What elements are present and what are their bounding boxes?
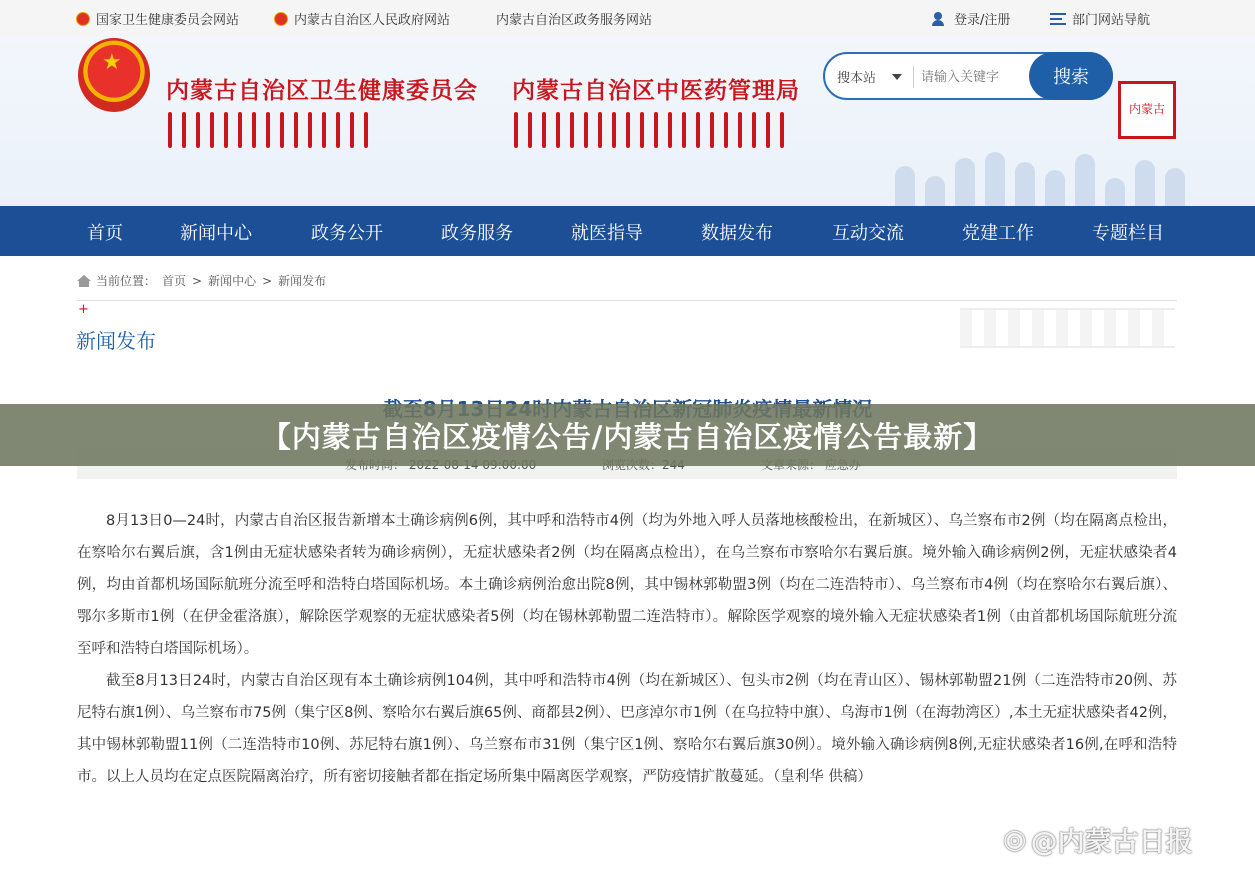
national-emblem-logo [78,38,150,112]
main-nav [0,206,1255,256]
mongolian-script-title-1 [168,112,368,152]
plus-icon: + [78,302,89,317]
weibo-icon: ◎ [1003,824,1027,855]
breadcrumb-news[interactable]: 新闻中心 [208,274,257,288]
emblem-icon [274,12,288,26]
menu-icon [1050,13,1066,25]
article-paragraph: 截至8月13日24时，内蒙古自治区现有本土确诊病例104例，其中呼和浩特市4例（均在新城区）、包头市2例（均在青山区）、锡林郭勒盟21例（二连浩特市20例、苏尼特右旗1例）、乌兰察布市75例（集宁区8例、察哈尔右翼后旗65例、商都县2例）、巴彦淖尔市1例（在乌拉特中旗）、乌海市1例（在海勃湾区）,本土无症状感染者42例，其中锡林郭勒盟11例（二连浩特市10例、苏尼特右旗1例）、乌兰察布市31例（集宁区1例、察哈尔右翼后旗30例）。境外输入确诊病例8例,无症状感染者16例,在呼和浩特市。以上人员均在定点医院隔离治疗，所有密切接触者都在指定场所集中隔离医学观察，严防疫情扩散蔓延。（皇利华 供稿） [77,673,1177,785]
breadcrumb: 当前位置： 首页 > 新闻中心 > 新闻发布 [77,272,326,289]
nav-item-news[interactable]: 新闻中心 [180,223,252,244]
nav-item-services[interactable]: 政务服务 [441,223,513,244]
search-box [823,52,1113,100]
nav-item-topics[interactable]: 专题栏目 [1092,223,1164,244]
search-divider [913,66,914,88]
nav-item-medical-guide[interactable]: 就医指导 [571,223,643,244]
mongolian-script-title-2 [514,112,784,152]
nav-item-interaction[interactable]: 互动交流 [832,223,904,244]
link-nmg-zwfw[interactable]: 内蒙古自治区政务服务网站 [496,13,653,28]
breadcrumb-news-release[interactable]: 新闻发布 [278,274,327,288]
nav-item-data[interactable]: 数据发布 [701,223,773,244]
section-title: 新闻发布 [76,329,156,353]
search-scope-select[interactable]: 搜本站 [837,71,877,86]
article-body [77,505,1177,793]
article-paragraph: 8月13日0—24时，内蒙古自治区报告新增本土确诊病例6例，其中呼和浩特市4例（均为外地入呼人员落地核酸检出，在新城区）、乌兰察布市2例（均在隔离点检出，在察哈尔右翼后旗，含1例由无症状感染者转为确诊病例），无症状感染者2例（均在隔离点检出），在乌兰察布市察哈尔右翼后旗。境外输入确诊病例2例，无症状感染者4例，均由首都机场国际航班分流至呼和浩特白塔国际机场。本土确诊病例治愈出院8例，其中锡林郭勒盟3例（均在二连浩特市）、乌兰察布市4例（均在察哈尔右翼后旗）、鄂尔多斯市1例（在伊金霍洛旗），解除医学观察的无症状感染者5例（均在锡林郭勒盟二连浩特市）。解除医学观察的境外输入无症状感染者1例（由首都机场国际航班分流至呼和浩特白塔国际机场）。 [77,513,1177,657]
emblem-icon [76,12,90,26]
breadcrumb-home[interactable]: 首页 [162,274,187,288]
overlay-banner: 【内蒙古自治区疫情公告/内蒙古自治区疫情公告最新】 [0,404,1255,466]
login-link[interactable]: 登录/注册 [932,9,1010,28]
home-icon [77,275,90,287]
search-input[interactable] [921,63,1031,91]
nav-item-party[interactable]: 党建工作 [962,223,1034,244]
user-icon [932,12,948,26]
decorative-pattern [960,308,1175,348]
chevron-down-icon[interactable] [892,74,902,80]
search-button[interactable]: 搜索 [1029,52,1113,100]
divider [77,300,1177,301]
dept-nav-link[interactable]: 部门网站导航 [1050,9,1150,28]
link-nmg-gov[interactable]: 内蒙古自治区人民政府网站 [274,9,450,28]
site-title-tcm-bureau: 内蒙古自治区中医药管理局 [512,78,800,104]
link-nhc[interactable]: 国家卫生健康委员会网站 [76,9,239,28]
nmg-seal-logo: 内蒙古 [1118,81,1176,139]
crowd-illustration [895,146,1195,206]
nav-item-home[interactable]: 首页 [87,223,123,244]
nav-item-gov-info[interactable]: 政务公开 [311,223,383,244]
top-utility-bar [0,0,1255,36]
site-title-health-commission: 内蒙古自治区卫生健康委员会 [166,78,478,104]
weibo-watermark: ◎ @内蒙古日报 [1003,824,1193,858]
